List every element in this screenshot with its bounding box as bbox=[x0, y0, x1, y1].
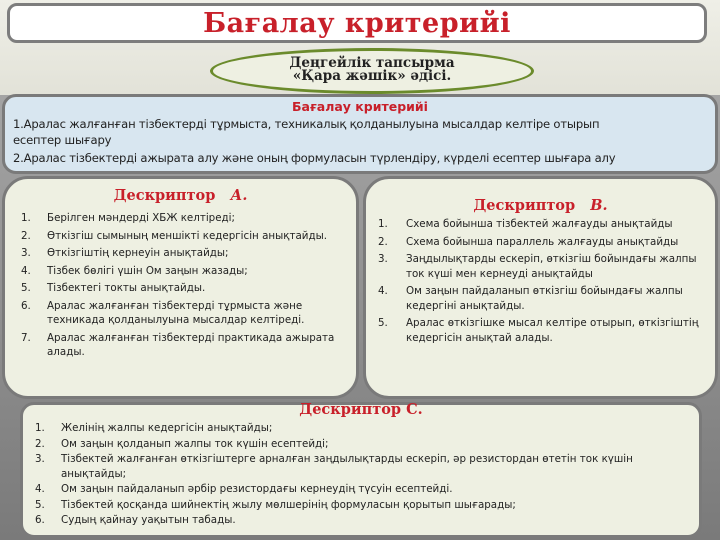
list-item bbox=[378, 284, 701, 313]
task-line-1: Деңгейлік тапсырма bbox=[289, 55, 455, 71]
criteria-line: есептер шығару bbox=[13, 133, 112, 147]
item-text: Тізбек бөлігі үшін Ом заңын жазады; bbox=[47, 264, 248, 277]
list-item bbox=[378, 217, 701, 232]
item-number: 5. bbox=[21, 282, 31, 294]
descriptor-c-panel bbox=[20, 402, 702, 538]
list-item bbox=[378, 252, 701, 281]
item-number: 1. bbox=[21, 212, 31, 224]
item-number: 5. bbox=[35, 498, 45, 511]
item-text: Желінің жалпы кедергісін анықтайды; bbox=[61, 422, 273, 434]
item-text: Тізбектегі токты анықтайды. bbox=[47, 282, 206, 294]
list-item bbox=[35, 513, 675, 528]
item-number: 2. bbox=[21, 229, 31, 242]
descriptor-a-title bbox=[5, 187, 356, 205]
descriptor-a-label: Дескриптор bbox=[113, 187, 216, 204]
item-number: 3. bbox=[378, 253, 388, 265]
item-number: 6. bbox=[35, 514, 45, 526]
item-text: Аралас өткізгішке мысал келтіре отырып, өткізгіштің кедергісін анықтай алады. bbox=[406, 317, 699, 344]
criteria-title: Бағалау критерийі bbox=[292, 99, 428, 114]
criteria-box bbox=[2, 94, 718, 174]
item-number: 7. bbox=[21, 331, 31, 344]
item-text: Схема бойынша параллель жалғауды анықтайды bbox=[406, 235, 679, 248]
item-text: Ом заңын пайдаланып әрбір резистордағы кернеудің түсуін есептейді. bbox=[61, 483, 453, 495]
descriptor-a-panel bbox=[2, 176, 359, 399]
item-text: Берілген мәндерді ХБЖ келтіреді; bbox=[47, 212, 236, 224]
item-text: Тізбектей қосқанда шийнектің жылу мөлшерінің формуласын қорытып шығарады; bbox=[61, 498, 516, 511]
item-number: 5. bbox=[378, 317, 388, 329]
item-number: 4. bbox=[35, 483, 45, 495]
item-text: Өткізгіштің кернеуін анықтайды; bbox=[47, 247, 229, 259]
item-text: Аралас жалғанған тізбектерді практикада ажырата алады. bbox=[47, 331, 335, 358]
list-item bbox=[35, 452, 675, 481]
list-item bbox=[35, 482, 675, 497]
item-number: 1. bbox=[35, 422, 45, 434]
list-item bbox=[21, 246, 342, 261]
list-item bbox=[21, 211, 342, 226]
item-number: 1. bbox=[378, 218, 388, 230]
descriptor-b-title bbox=[366, 197, 715, 215]
item-text: Заңдылықтарды ескеріп, өткізгіш бойындағы жалпы ток күші мен кернеуді анықтайды bbox=[406, 253, 697, 280]
list-item bbox=[35, 421, 675, 436]
task-line-2: «Қара жәшік» әдісі. bbox=[292, 68, 452, 84]
page-title: Бағалау критерийі bbox=[203, 7, 511, 39]
descriptor-c-list bbox=[23, 419, 699, 528]
list-item bbox=[21, 281, 342, 296]
descriptor-a-letter: А. bbox=[230, 187, 248, 204]
descriptor-b-panel bbox=[363, 176, 718, 399]
item-text: Схема бойынша тізбектей жалғауды анықтайды bbox=[406, 218, 673, 230]
item-text: Ом заңын пайдаланып өткізгіш бойындағы жалпы кедергіні анықтайды. bbox=[406, 285, 683, 312]
item-number: 2. bbox=[35, 437, 45, 450]
item-number: 3. bbox=[35, 453, 45, 465]
descriptor-c-letter: С. bbox=[406, 401, 423, 418]
list-item bbox=[21, 331, 342, 360]
list-item bbox=[35, 437, 675, 452]
item-text: Аралас жалғанған тізбектерді тұрмыста және техникада қолданылуына мысалдар келтіреді. bbox=[47, 299, 305, 326]
task-oval bbox=[210, 48, 534, 94]
item-number: 4. bbox=[378, 285, 388, 297]
item-text: Судың қайнау уақытын табады. bbox=[61, 514, 236, 526]
descriptor-b-list bbox=[366, 215, 715, 345]
list-item bbox=[378, 235, 701, 250]
descriptor-c-title bbox=[23, 401, 699, 419]
descriptor-b-letter: В. bbox=[590, 197, 608, 214]
descriptor-b-label: Дескриптор bbox=[473, 197, 576, 214]
list-item bbox=[21, 299, 342, 328]
criteria-line: 1.Аралас жалғанған тізбектерді тұрмыста, техникалық қолданылуына мысалдар келтіре отырып bbox=[13, 117, 600, 131]
item-number: 2. bbox=[378, 235, 388, 248]
descriptor-a-list bbox=[5, 205, 356, 360]
item-text: Ом заңын қолданып жалпы ток күшін есептейді; bbox=[61, 437, 329, 450]
item-text: Өткізгіш сымының меншікті кедергісін анықтайды. bbox=[47, 229, 327, 242]
list-item bbox=[378, 316, 701, 345]
item-text: Тізбектей жалғанған өткізгіштерге арналған заңдылықтарды ескеріп, әр резистордан өтетін ток күшін анықтайды; bbox=[61, 453, 633, 480]
title-banner bbox=[7, 3, 707, 43]
list-item bbox=[35, 498, 675, 513]
item-number: 3. bbox=[21, 247, 31, 259]
item-number: 6. bbox=[21, 299, 31, 312]
descriptor-c-label: Дескриптор bbox=[299, 401, 402, 418]
list-item bbox=[21, 264, 342, 279]
criteria-line: 2.Аралас тізбектерді ажырата алу және оның формуласын түрлендіру, күрделі есептер шығара алу bbox=[13, 151, 616, 165]
list-item bbox=[21, 229, 342, 244]
item-number: 4. bbox=[21, 264, 31, 277]
